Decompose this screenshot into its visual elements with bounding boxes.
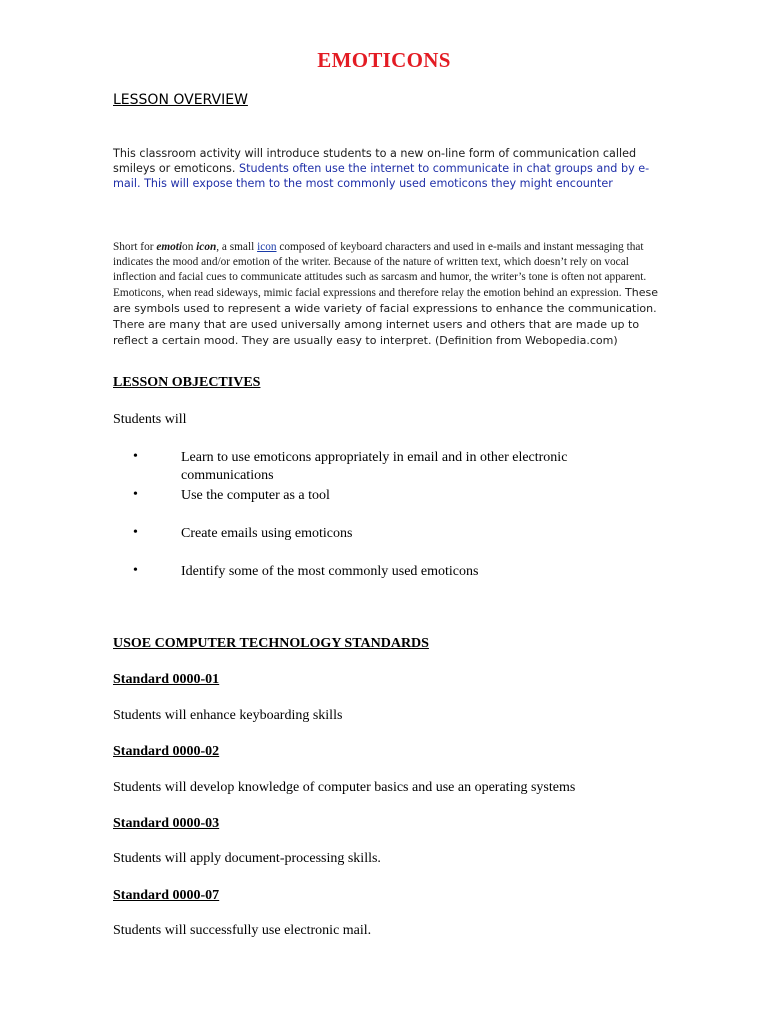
definition-text-2: , a small [216, 241, 258, 253]
definition-text-3: composed of keyboard characters and used in e-mails and instant messaging that indicates the mood and/or emotion of the writer. Because of the nature of written text, which doesn’t rely on vocal inflection and facial cues to communicate attitudes such as sarcasm and humor, the writer’s tone is often not apparent. Emoticons, when read sideways, mimic facial expressions and therefore relay the emotion behind an expression. [113, 241, 647, 299]
standard-label: Standard 0000-07 [113, 888, 220, 903]
definition-term-icon: icon [196, 241, 217, 253]
icon-link[interactable]: icon [257, 241, 277, 253]
bullet-icon: • [133, 449, 138, 464]
page-title: EMOTICONS [317, 48, 451, 72]
definition-paragraph [113, 240, 658, 349]
definition-text-4: These are symbols used to represent a wide variety of facial expressions to enhance the communication. There are many that are used universally among internet users and others that are made up to reflect a certain mood. They are usually easy to interpret. (Definition from Webopedia.com) [113, 286, 658, 347]
intro-text: This classroom activity will introduce students to a new on-line form of communication called smileys or emoticons. [113, 147, 637, 175]
objectives-lead: Students will [113, 412, 187, 427]
standard-text: Students will develop knowledge of computer basics and use an operating systems [113, 780, 576, 795]
intro-paragraph [113, 147, 658, 191]
intro-text-highlight: Students often use the internet to communicate in chat groups and by e-mail. This will expose them to the most commonly used emoticons they might encounter [113, 161, 650, 190]
bullet-icon: • [133, 487, 138, 502]
list-item-text: Learn to use emoticons appropriately in email and in other electronic communications [181, 450, 568, 483]
list-item-text: Create emails using emoticons [181, 526, 353, 541]
standard-text: Students will successfully use electronic mail. [113, 923, 372, 938]
lesson-overview-heading: LESSON OVERVIEW [113, 92, 248, 108]
list-item-text: Identify some of the most commonly used emoticons [181, 564, 479, 579]
standard-label: Standard 0000-01 [113, 672, 220, 687]
definition-term-on: on [182, 241, 197, 253]
standard-text: Students will enhance keyboarding skills [113, 708, 343, 723]
definition-term-emoti: emoti [156, 241, 183, 253]
standard-label: Standard 0000-03 [113, 816, 220, 831]
lesson-objectives-heading: LESSON OBJECTIVES [113, 375, 261, 390]
list-item-text: Use the computer as a tool [181, 488, 330, 503]
standard-text: Students will apply document-processing skills. [113, 851, 381, 866]
definition-text-start: Short for [113, 241, 157, 253]
bullet-icon: • [133, 563, 138, 578]
standards-heading: USOE COMPUTER TECHNOLOGY STANDARDS [113, 636, 429, 651]
bullet-icon: • [133, 525, 138, 540]
standard-label: Standard 0000-02 [113, 744, 220, 759]
